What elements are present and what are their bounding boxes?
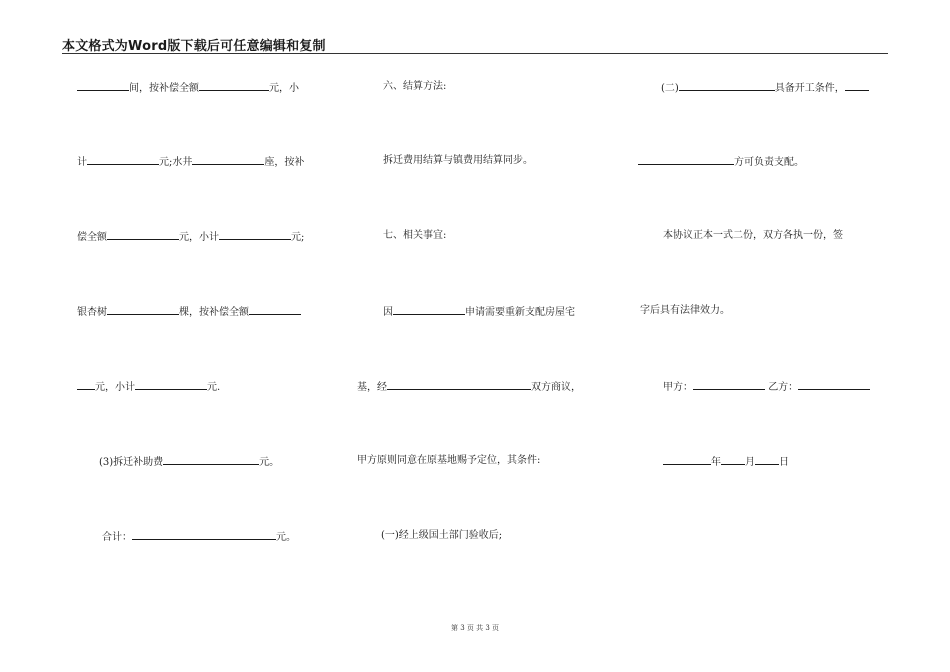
text-segment: (一)经上级国土部门验收后; [381, 530, 503, 541]
col2-line-7 [381, 530, 502, 542]
col3-line-6 [663, 455, 789, 469]
text-segment: 年 [711, 457, 721, 468]
col1-line-5 [77, 380, 220, 394]
col1-line-1 [77, 81, 299, 95]
blank-field [721, 455, 745, 465]
col3-line-2 [638, 155, 804, 169]
text-segment: 字后具有法律效力。 [640, 305, 730, 316]
blank-field [693, 380, 765, 390]
col2-line-5 [357, 380, 581, 394]
text-segment: 拆迁费用结算与镇费用结算同步。 [383, 155, 533, 166]
text-segment: 计 [77, 157, 87, 168]
col1-line-3 [77, 230, 304, 244]
blank-field [219, 230, 291, 240]
page-number: 第 3 页 共 3 页 [450, 624, 500, 632]
document-header-title: 本文格式为Word版下载后可任意编辑和复制 [62, 39, 326, 54]
text-segment: 月 [745, 457, 755, 468]
text-segment: 甲方原则同意在原基地赐予定位，其条件: [357, 455, 541, 466]
text-segment: 元。 [259, 457, 280, 468]
text-segment: 因 [383, 307, 393, 318]
text-segment: 间，按补偿全额 [129, 83, 199, 94]
col2-line-6 [357, 455, 540, 467]
blank-field [77, 81, 129, 91]
col1-line-2 [77, 155, 304, 169]
text-segment: 元; [291, 232, 305, 243]
blank-field [107, 305, 179, 315]
col3-line-5 [663, 380, 870, 394]
blank-field [755, 455, 779, 465]
col2-line-2 [383, 155, 533, 167]
text-segment: 基，经 [357, 382, 387, 393]
blank-field [679, 81, 775, 91]
text-segment: 甲方： [663, 382, 693, 393]
blank-field [638, 155, 734, 165]
col3-line-1 [661, 81, 869, 95]
text-segment: (二) [661, 83, 679, 94]
blank-field [798, 380, 870, 390]
text-segment: (3)拆迁补助费 [99, 457, 164, 468]
blank-field [163, 455, 259, 465]
blank-field [132, 530, 276, 540]
header-rule [62, 53, 888, 54]
blank-field [249, 305, 301, 315]
col2-line-1 [383, 81, 446, 93]
text-segment: 乙方： [768, 382, 799, 393]
text-segment: 元，小计 [179, 232, 219, 243]
blank-field [845, 81, 869, 91]
blank-field [393, 305, 465, 315]
col2-line-4 [383, 305, 575, 319]
text-segment: 七、相关事宜: [383, 230, 447, 241]
text-segment: 具备开工条件， [774, 83, 845, 94]
text-segment: 合计： [102, 532, 132, 543]
text-segment: 元. [207, 382, 221, 393]
col1-line-6 [99, 455, 279, 469]
blank-field [663, 455, 711, 465]
col3-line-4 [640, 305, 730, 317]
text-segment: 元，小 [269, 83, 299, 94]
blank-field [192, 155, 264, 165]
blank-field [77, 380, 95, 390]
text-segment: 本协议正本一式二份，双方各执一份，签 [663, 230, 843, 241]
text-segment: 双方商议， [531, 382, 581, 393]
blank-field [87, 155, 159, 165]
text-segment: 六、结算方法: [383, 81, 447, 92]
text-segment: 座，按补 [264, 157, 305, 168]
text-segment: 元，小计 [95, 382, 135, 393]
text-segment: 申请需要重新支配房屋宅 [465, 307, 575, 318]
text-segment: 银杏树 [77, 307, 107, 318]
col3-line-3 [663, 230, 843, 242]
text-segment: 方可负责支配。 [734, 157, 804, 168]
text-segment: 元;水井 [159, 157, 193, 168]
col2-line-3 [383, 230, 446, 242]
text-segment: 偿全额 [77, 232, 107, 243]
text-segment: 元。 [276, 532, 296, 543]
blank-field [135, 380, 207, 390]
blank-field [199, 81, 269, 91]
col1-line-7 [102, 530, 296, 544]
blank-field [387, 380, 531, 390]
text-segment: 日 [779, 457, 789, 468]
blank-field [107, 230, 179, 240]
text-segment: 棵，按补偿全额 [179, 307, 249, 318]
col1-line-4 [77, 305, 301, 319]
